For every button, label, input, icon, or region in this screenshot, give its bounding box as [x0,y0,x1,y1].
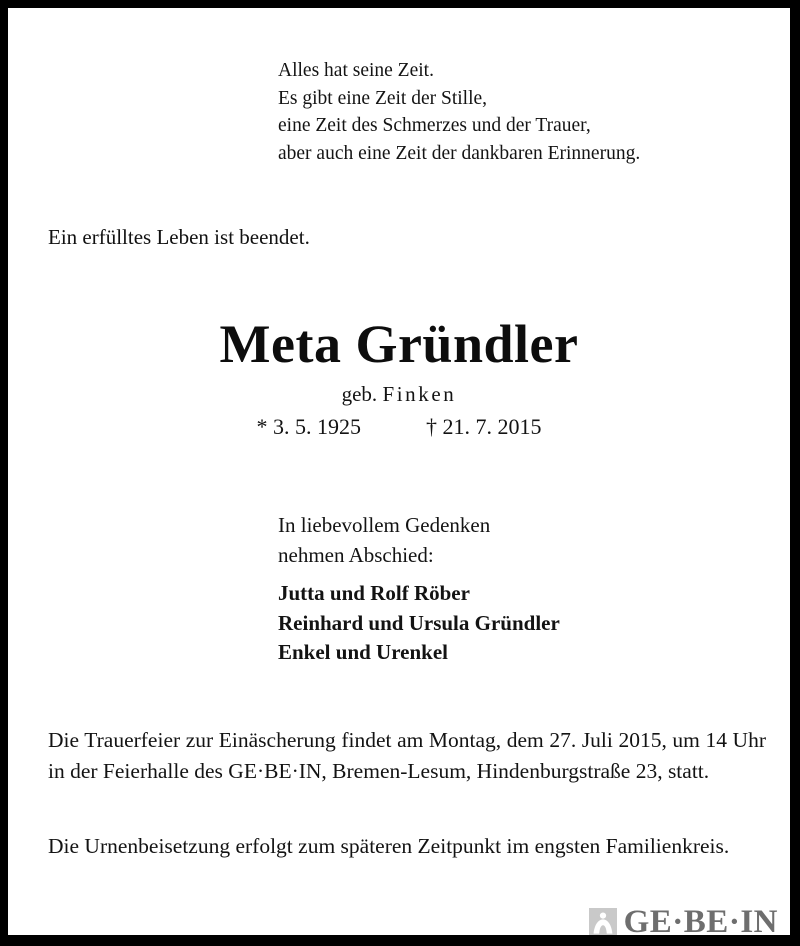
epigraph-line-2: Es gibt eine Zeit der Stille, [278,87,488,109]
mourner-item: Reinhard und Ursula Gründler [278,610,560,635]
maiden-name-prefix: geb. [341,382,378,406]
deceased-name: Meta Gründler [219,314,579,374]
provider-wordmark: GE·BE·IN [623,904,778,935]
life-dates [8,413,790,441]
death-symbol: † [426,414,437,439]
mourning-intro [278,511,560,570]
mourning-intro-line-2: nehmen Abschied: [278,542,434,567]
epigraph-line-3: eine Zeit des Schmerzes und der Trauer, [278,115,591,136]
maiden-name [8,381,790,407]
mourning-block [278,511,560,668]
provider-logo [589,905,778,935]
birth-symbol: * [256,414,268,439]
epigraph-line-1: Alles hat seine Zeit. [278,60,434,81]
mourner-list [278,579,560,668]
mourner-item: Jutta und Rolf Röber [278,581,470,605]
death-date: 21. 7. 2015 [442,414,542,439]
mourning-intro-line-1: In liebevollem Gedenken [278,513,491,537]
gebein-logo-mark-icon [589,908,617,935]
deceased-name-block [8,313,790,441]
maiden-surname: Finken [382,382,457,406]
interment-details: Die Urnenbeisetzung erfolgt zum späteren Zeitpunkt im engsten Familienkreis. [48,834,730,858]
epigraph-poem [278,57,640,167]
birth-date: 3. 5. 1925 [273,414,361,439]
opening-statement: Ein erfülltes Leben ist beendet. [48,225,310,249]
obituary-notice-card [8,8,790,935]
mourner-item: Enkel und Urenkel [278,640,448,664]
epigraph-line-4: aber auch eine Zeit der dankbaren Erinnerung. [278,142,641,164]
funeral-ceremony-details: Die Trauerfeier zur Einäscherung findet am Montag, dem 27. Juli 2015, um 14 Uhr in der Feierhalle des GE·BE·IN, Bremen-Lesum, Hindenburgstraße 23, statt. [48,728,766,783]
